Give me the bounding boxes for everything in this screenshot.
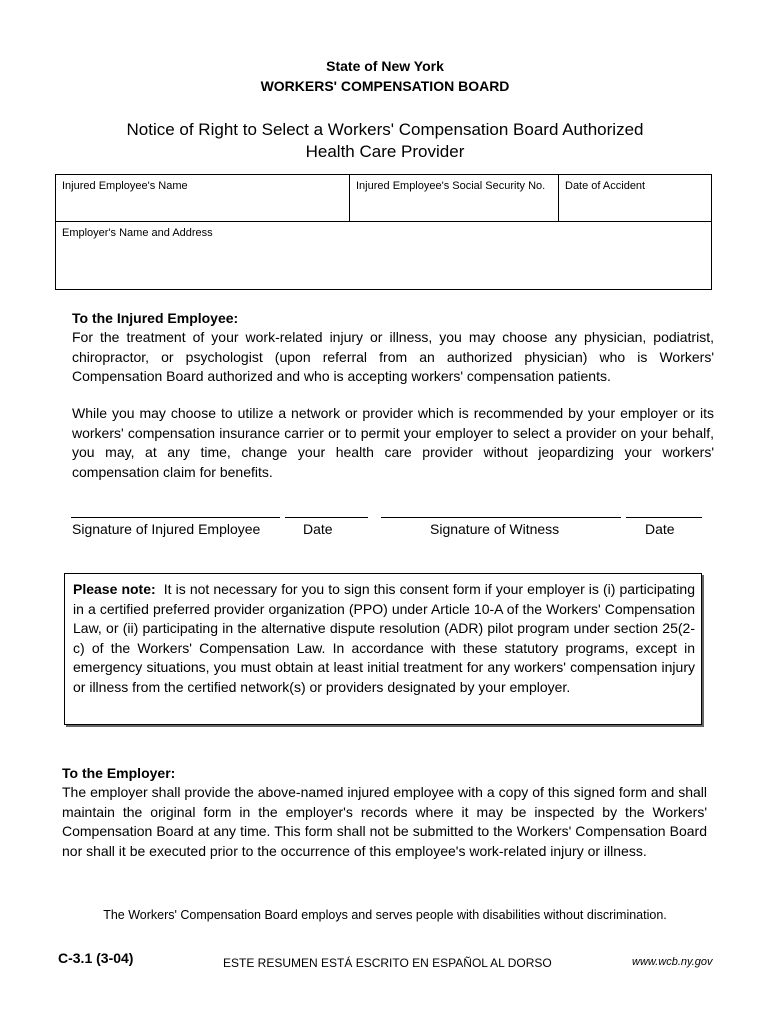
injured-employee-heading: To the Injured Employee: — [72, 310, 239, 326]
employee-name-field[interactable]: Injured Employee's Name — [62, 180, 188, 192]
employee-date-line[interactable] — [285, 517, 368, 518]
witness-date-label: Date — [645, 521, 675, 537]
please-note-body: It is not necessary for you to sign this consent form if your employer is (i) participating in a certified preferred provider organization (PPO) under Article 10-A of the Workers' Compensation Law, or (ii) participating in the alternative dispute resolution (ADR) pilot program under section 25(2-c) of the Workers' Compensation Law. In accordance with these statutory programs, except in emergency situations, you must obtain at least initial treatment for any workers' compensation injury or illness from the certified network(s) or providers designated by your employer. — [73, 581, 695, 695]
please-note-label: Please note: — [73, 581, 156, 597]
witness-signature-line[interactable] — [381, 517, 621, 518]
board-title: WORKERS' COMPENSATION BOARD — [260, 78, 510, 94]
form-number: C-3.1 (3-04) — [58, 950, 134, 966]
disability-notice: The Workers' Compensation Board employs and serves people with disabilities without discrimination. — [103, 908, 667, 922]
witness-date-line[interactable] — [626, 517, 702, 518]
employee-signature-line[interactable] — [71, 517, 280, 518]
employee-date-label: Date — [303, 521, 333, 537]
employer-name-address-field[interactable]: Employer's Name and Address — [62, 227, 213, 239]
table-divider — [558, 175, 559, 221]
accident-date-field[interactable]: Date of Accident — [565, 180, 646, 192]
website-link[interactable]: www.wcb.ny.gov — [632, 956, 713, 968]
employer-paragraph: The employer shall provide the above-named injured employee with a copy of this signed form and shall maintain the original form in the employer's records where it may be inspected by the Workers' Compensation Board at any time. This form shall not be submitted to the Workers' Compensation Board nor shall it be executed prior to the occurrence of this employee's work-related injury or illness. — [62, 784, 707, 859]
witness-signature-label: Signature of Witness — [430, 521, 560, 537]
employee-info-table — [55, 174, 712, 290]
employee-signature-label: Signature of Injured Employee — [72, 521, 261, 537]
state-title: State of New York — [326, 58, 444, 74]
injured-employee-paragraph1: For the treatment of your work-related injury or illness, you may choose any physician, podiatrist, chiropractor, or psychologist (upon referral from an authorized physician) who is Workers' Compensation Board authorized and who is accepting workers' compensation patients. — [72, 329, 714, 384]
please-note-box — [64, 573, 702, 725]
table-divider — [349, 175, 350, 221]
employer-heading: To the Employer: — [62, 765, 176, 781]
injured-employee-paragraph2: While you may choose to utilize a network or provider which is recommended by your employer or its workers' compensation insurance carrier or to permit your employer to select a provider on your behalf, you may, at any time, change your health care provider without jeopardizing your workers' compensation claim for benefits. — [72, 405, 714, 480]
ssn-field[interactable]: Injured Employee's Social Security No. — [356, 180, 546, 192]
form-title-line1: Notice of Right to Select a Workers' Compensation Board Authorized — [126, 120, 644, 139]
form-title-line2: Health Care Provider — [305, 142, 465, 161]
please-note-text — [73, 580, 695, 697]
table-divider — [56, 221, 711, 222]
spanish-notice: ESTE RESUMEN ESTÁ ESCRITO EN ESPAÑOL AL DORSO — [223, 956, 552, 970]
